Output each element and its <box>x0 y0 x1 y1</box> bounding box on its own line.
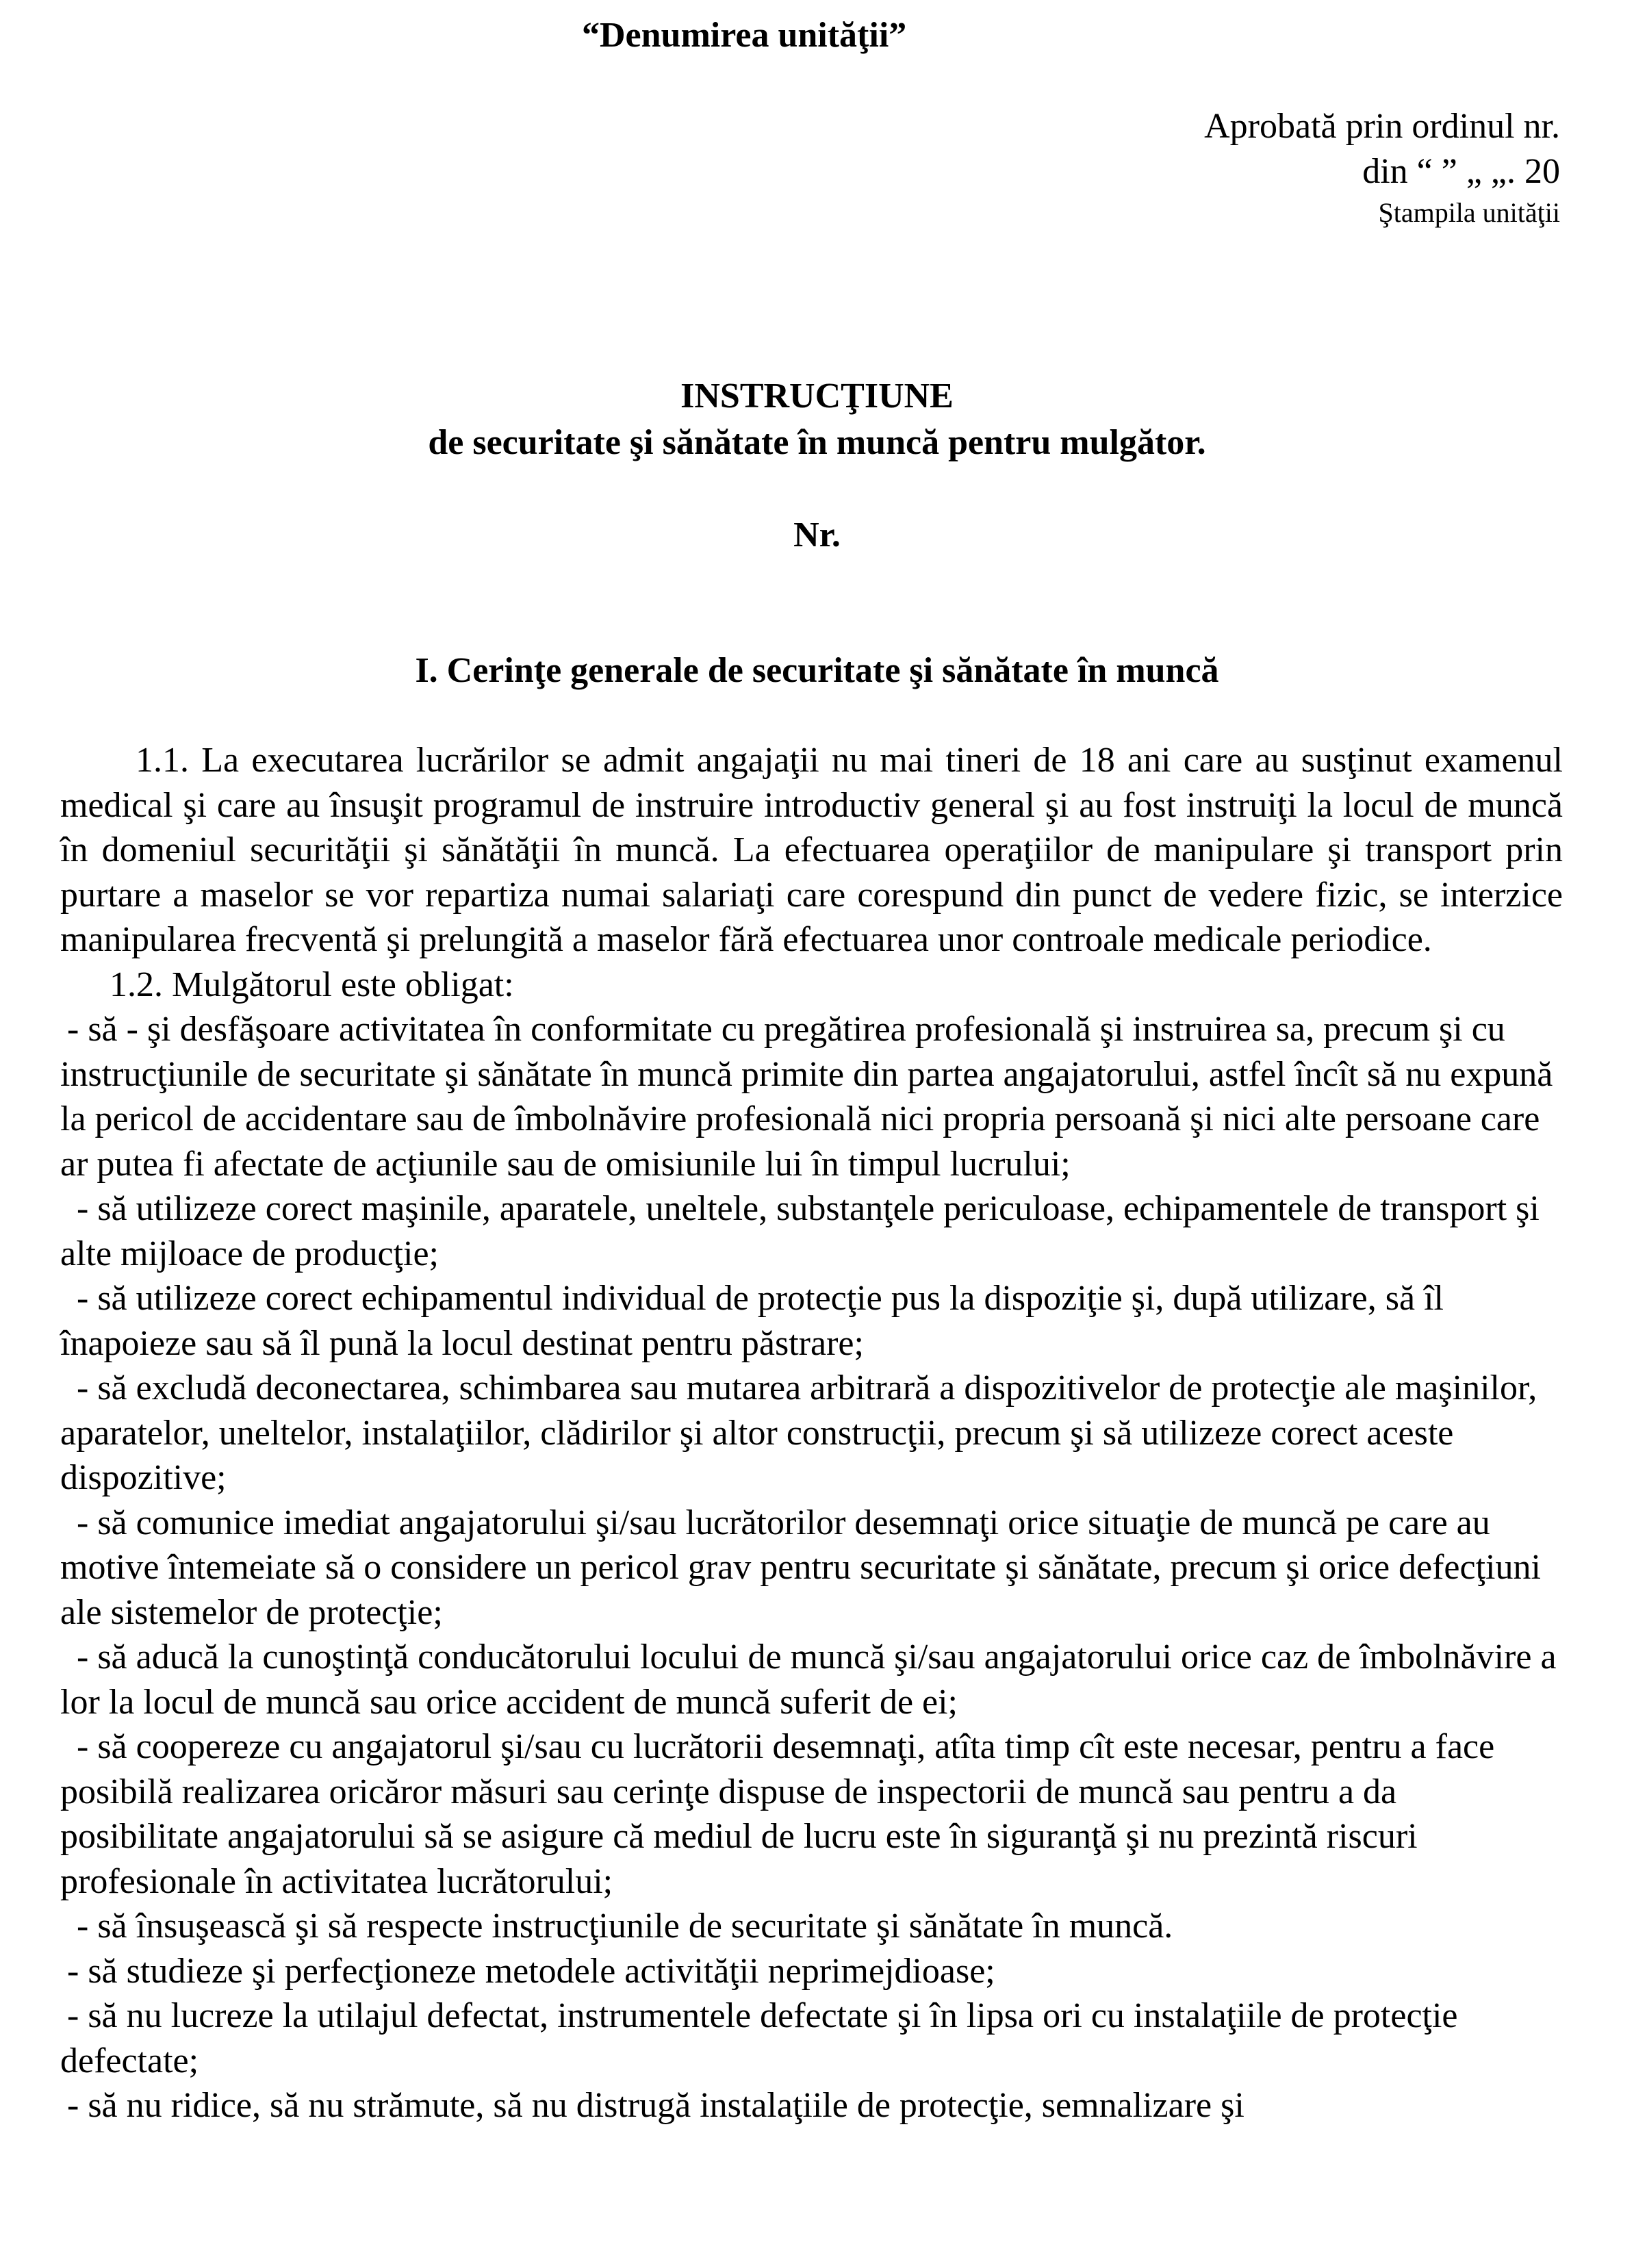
list-item: - să aducă la cunoştinţă conducătorului locului de muncă şi/sau angajatorului orice caz de îmbolnăvire a lor la locul de muncă sau orice accident de muncă suferit de ei; <box>60 1638 1557 1722</box>
unit-stamp-label: Ştampila unităţii <box>1378 197 1560 228</box>
document-body <box>60 738 1563 2128</box>
unit-name: “Denumirea unităţii” <box>582 16 907 55</box>
document-title <box>0 373 1634 466</box>
list-item: - să studieze şi perfecţioneze metodele activităţii neprimejdioase; <box>67 1951 995 1991</box>
approval-order-line: Aprobată prin ordinul nr. <box>1204 107 1560 146</box>
document-number: Nr. <box>793 515 841 555</box>
list-item: - să utilizeze corect maşinile, aparatele, uneltele, substanţele periculoase, echipamentele de transport şi alte mijloace de producţie; <box>60 1189 1540 1273</box>
list-item: - să nu lucreze la utilajul defectat, instrumentele defectate şi în lipsa ori cu instalaţiile de protecţie defectate; <box>60 1996 1458 2080</box>
title-line-2: de securitate şi sănătate în muncă pentru mulgător. <box>428 423 1206 462</box>
list-item: - să coopereze cu angajatorul şi/sau cu lucrătorii desemnaţi, atîta timp cît este necesar, pentru a face posibilă realizarea oricăror măsuri sau cerinţe dispuse de inspectorii de muncă sau pentru a da posibilitate angajatorului să se asigure că mediul de lucru este în siguranţă şi nu prezintă riscuri profesionale în activitatea lucrătorului; <box>60 1727 1495 1901</box>
list-item: - să excludă deconectarea, schimbarea sau mutarea arbitrară a dispozitivelor de protecţie ale maşinilor, aparatelor, uneltelor, instalaţiilor, clădirilor şi altor construcţii, precum şi să utilizeze corect aceste dispozitive; <box>60 1368 1537 1497</box>
list-item: - să nu ridice, să nu strămute, să nu distrugă instalaţiile de protecţie, semnalizare şi <box>67 2086 1244 2125</box>
section-heading: I. Cerinţe generale de securitate şi sănătate în muncă <box>415 651 1219 690</box>
list-item: - să - şi desfăşoare activitatea în conformitate cu pregătirea profesională şi instruirea sa, precum şi cu instrucţiunile de securitate şi sănătate în muncă primite din partea angajatorului, astfel încît să nu expună la pericol de accidentare sau de îmbolnăvire profesională nici propria persoană şi nici alte persoane care ar putea fi afectate de acţiunile sau de omisiunile lui în timpul lucrului; <box>60 1010 1553 1184</box>
approval-date-line: din “ ” „ „. 20 <box>1362 152 1560 191</box>
approval-block <box>1204 104 1560 231</box>
list-item: - să comunice imediat angajatorului şi/sau lucrătorilor desemnaţi orice situaţie de muncă pe care au motive întemeiate să o considere un pericol grav pentru securitate şi sănătate, precum şi orice defecţiuni ale sistemelor de protecţie; <box>60 1503 1541 1632</box>
paragraph-1-1: 1.1. La executarea lucrărilor se admit angajaţii nu mai tineri de 18 ani care au susţinut examenul medical şi care au însuşit programul de instruire introductiv general şi au fost instruiţi la locul de muncă în domeniul securităţii şi sănătăţii în muncă. La efectuarea operaţiilor de manipulare şi transport prin purtare a maselor se vor repartiza numai salariaţi care corespund din punct de vedere fizic, se interzice manipularea frecventă şi prelungită a maselor fără efectuarea unor controale medicale periodice. <box>60 741 1563 959</box>
title-line-1: INSTRUCŢIUNE <box>680 377 954 416</box>
list-item: - să utilizeze corect echipamentul individual de protecţie pus la dispoziţie şi, după utilizare, să îl înapoieze sau să îl pună la locul destinat pentru păstrare; <box>60 1279 1444 1363</box>
list-item: - să însuşească şi să respecte instrucţiunile de securitate şi sănătate în muncă. <box>77 1907 1173 1946</box>
paragraph-1-2: 1.2. Mulgătorul este obligat: <box>110 965 514 1004</box>
